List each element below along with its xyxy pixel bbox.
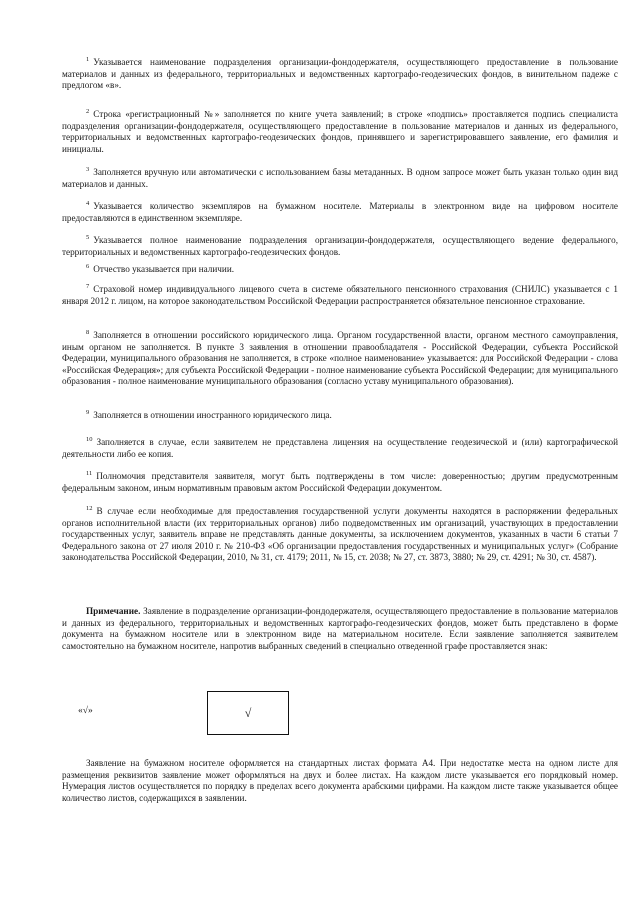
footnote-11 [62,468,618,494]
footnote-2-number: 2 [86,108,90,115]
footnote-1-number: 1 [86,56,90,63]
footnote-10-text: Заполняется в случае, если заявителем не представлена лицензия на осуществление геодезической и (или) картографической деятельности либо ее копия. [62,437,618,459]
footnote-9-text: Заполняется в отношении иностранного юридического лица. [93,410,332,420]
footnote-1-text: Указывается наименование подразделения организации-фондодержателя, осуществляющего предоставление в пользование материалов и данных из федерального, территориальных и ведомственных картографо-геодезических фондов, в винительном падеже с предлогом «в». [62,57,618,91]
mark-label: «√» [78,706,93,716]
note-paragraph [62,606,618,652]
footnote-4-text: Указывается количество экземпляров на бумажном носителе. Материалы в электронном виде на цифровом носителе предоставляются в единственном экземпляре. [62,201,618,223]
footnote-8-number: 8 [86,329,90,336]
note-text: Заявление в подразделение организации-фондодержателя, осуществляющего предоставление в пользование материалов и данных из федерального, территориальных и ведомственных картографо-геодезических фондов, может быть представлено в форме документа на бумажном носителе или в электронном виде на материальном носителе. Если заявление заполняется заявителем самостоятельно на бумажном носителе, напротив выбранных сведений в специально отведенной графе проставляется знак: [62,606,619,651]
footnote-6-number: 6 [86,263,90,270]
footnote-5 [62,232,618,258]
footnote-4-number: 4 [86,200,90,207]
footnote-2 [62,106,618,155]
note-title: Примечание. [86,606,141,616]
footnote-2-text: Строка «регистрационный №» заполняется по книге учета заявлений; в строке «подпись» проставляется подпись специалиста подразделения организации-фондодержателя, осуществляющего предоставление в пользование материалов и данных из федерального, территориальных и ведомственных картографо-геодезических фондов, принявшего и зарегистрировавшего заявление, его фамилия и инициалы. [62,109,618,154]
footnote-8 [62,327,618,388]
footnote-5-text: Указывается полное наименование подразделения организации-фондодержателя, осуществляющего ведение федерального, территориальных и ведомственных картографо-геодезических фондов. [62,235,618,257]
footnote-3-text: Заполняется вручную или автоматически с использованием базы метаданных. В одном запросе может быть указан только один вид материалов и данных. [62,167,618,189]
footnote-7-text: Страховой номер индивидуального лицевого счета в системе обязательного пенсионного страхования (СНИЛС) указывается с 1 января 2012 г. лицом, на которое законодательством Российской Федерации распространяется обязательное пенсионное страхование. [62,284,618,306]
footnote-8-text: Заполняется в отношении российского юридического лица. Органом государственной власти, органом местного самоуправления, иным органом не заполняется. В пункте 3 заявления в отношении правообладателя - Российской Федерации, субъекта Российской Федерации, муниципального образования не заполняется, в строке «полное наименование» указывается: для Российской Федерации - слова «Российская Федерация»; для субъекта Российской Федерации - полное наименование субъекта Российской Федерации; для муниципального образования - полное наименование муниципального образования (согласно уставу муниципального образования). [62,330,618,387]
footnote-11-text: Полномочия представителя заявителя, могут быть подтверждены в том числе: доверенностью; другим предусмотренным федеральным законом, иным нормативным правовым актом Российской Федерации документом. [62,471,618,493]
footnote-7-number: 7 [86,283,90,290]
footnote-5-number: 5 [86,234,90,241]
footnote-3 [62,164,618,190]
checkmark-box [207,691,289,735]
footnote-10 [62,434,618,460]
final-paragraph: Заявление на бумажном носителе оформляется на стандартных листах формата А4. При недостатке места на одном листе для размещения реквизитов заявление может оформляться на двух и более листах. На каждом листе указывается его порядковый номер. Нумерация листов осуществляется по порядку в пределах всего документа арабскими цифрами. На каждом листе также указывается общее количество листов, содержащихся в заявлении. [62,758,618,803]
footnote-9-number: 9 [86,409,90,416]
footnote-11-number: 11 [86,470,93,477]
footnote-3-number: 3 [86,166,90,173]
footnote-6-text: Отчество указывается при наличии. [93,264,235,274]
footnote-4 [62,198,618,224]
checkmark-icon: √ [244,705,252,720]
footnote-7 [62,281,618,307]
footnote-9 [62,407,618,422]
footnote-12-number: 12 [86,505,93,512]
footnote-12-text: В случае если необходимые для предоставления государственной услуги документы находятся в распоряжении федеральных органов исполнительной власти (их территориальных органов) либо подведомственных им организаций, участвующих в предоставлении государственных услуг, заявитель вправе не представлять данные документы, за исключением документов, указанных в части 6 статьи 7 Федерального закона от 27 июля 2010 г. № 210-ФЗ «Об организации предоставления государственных и муниципальных услуг» (Собрание законодательства Российской Федерации, 2010, № 31, ст. 4179; 2011, № 15, ст. 2038; № 27, ст. 3873, 3880; № 29, ст. 4291; № 30, ст. 4587). [62,506,618,563]
footnote-12 [62,503,618,564]
footnote-10-number: 10 [86,436,93,443]
footnote-6 [62,261,618,276]
footnote-1 [62,54,618,92]
